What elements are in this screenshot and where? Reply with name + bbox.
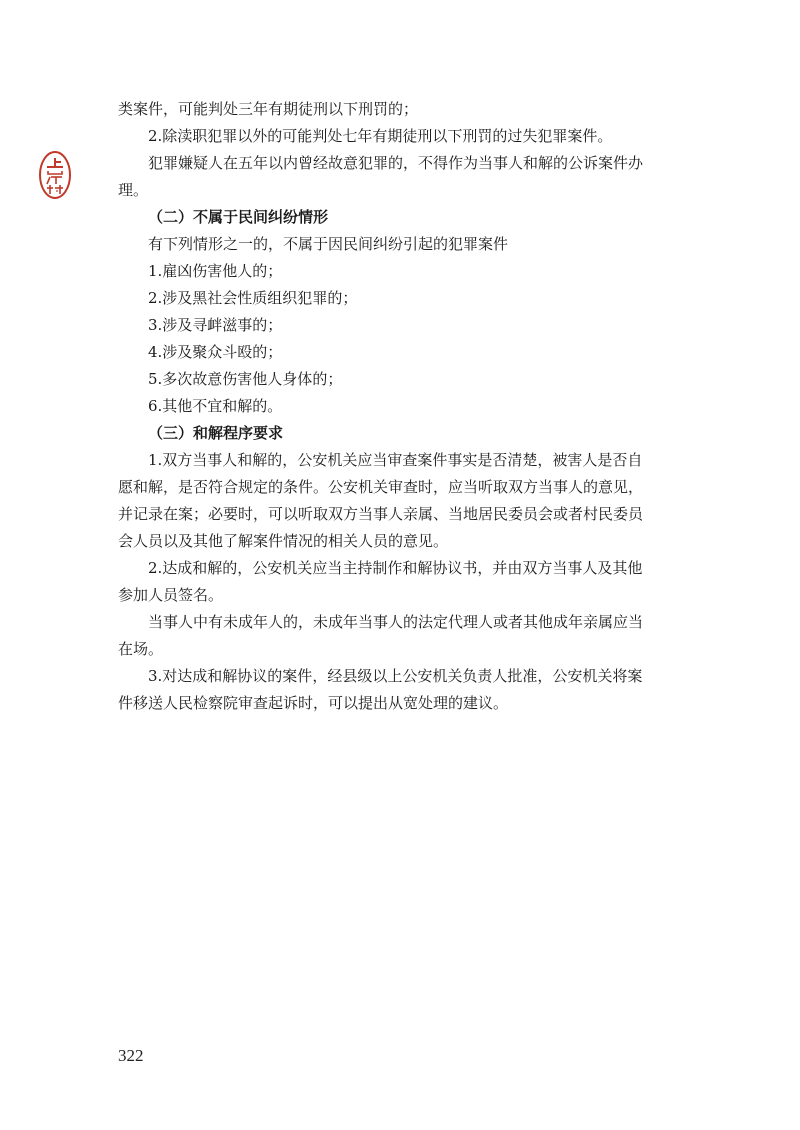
paragraph-line: 犯罪嫌疑人在五年以内曾经故意犯罪的，不得作为当事人和解的公诉案件办 bbox=[148, 154, 644, 172]
list-item: 3.涉及寻衅滋事的； bbox=[148, 316, 283, 334]
body-text bbox=[118, 96, 694, 717]
paragraph-line: 并记录在案；必要时，可以听取双方当事人亲属、当地居民委员会或者村民委员 bbox=[118, 505, 644, 523]
paragraph-line: 2.除渎职犯罪以外的可能判处七年有期徒刑以下刑罚的过失犯罪案件。 bbox=[148, 127, 613, 145]
paragraph-line: 类案件，可能判处三年有期徒刑以下刑罚的； bbox=[118, 100, 419, 118]
list-item: 2.涉及黑社会性质组织犯罪的； bbox=[148, 289, 358, 307]
paragraph-line: 当事人中有未成年人的，未成年当事人的法定代理人或者其他成年亲属应当 bbox=[148, 613, 644, 631]
list-item: 6.其他不宜和解的。 bbox=[148, 397, 283, 415]
paragraph-line: 愿和解，是否符合规定的条件。公安机关审查时，应当听取双方当事人的意见， bbox=[118, 478, 644, 496]
list-item: 5.多次故意伤害他人身体的； bbox=[148, 370, 343, 388]
paragraph-line: 2.达成和解的，公安机关应当主持制作和解协议书，并由双方当事人及其他 bbox=[148, 559, 643, 577]
list-item: 1.雇凶伤害他人的； bbox=[148, 262, 283, 280]
paragraph-line: 理。 bbox=[118, 181, 149, 199]
paragraph-line: 有下列情形之一的，不属于因民间纠纷引起的犯罪案件 bbox=[148, 235, 509, 253]
paragraph-line: 3.对达成和解协议的案件，经县级以上公安机关负责人批准，公安机关将案 bbox=[148, 667, 643, 685]
paragraph-line: 1.双方当事人和解的，公安机关应当审查案件事实是否清楚，被害人是否自 bbox=[148, 451, 643, 469]
paragraph-line: 件移送人民检察院审查起诉时，可以提出从宽处理的建议。 bbox=[118, 694, 509, 712]
page-number: 322 bbox=[118, 1046, 144, 1065]
paragraph-line: 参加人员签名。 bbox=[118, 586, 224, 604]
paragraph-line: 会人员以及其他了解案件情况的相关人员的意见。 bbox=[118, 532, 449, 550]
section-heading: （二）不属于民间纠纷情形 bbox=[148, 208, 329, 226]
seal-stamp-icon bbox=[38, 150, 72, 200]
section-heading: （三）和解程序要求 bbox=[148, 424, 284, 442]
paragraph-line: 在场。 bbox=[118, 640, 164, 658]
list-item: 4.涉及聚众斗殴的； bbox=[148, 343, 283, 361]
